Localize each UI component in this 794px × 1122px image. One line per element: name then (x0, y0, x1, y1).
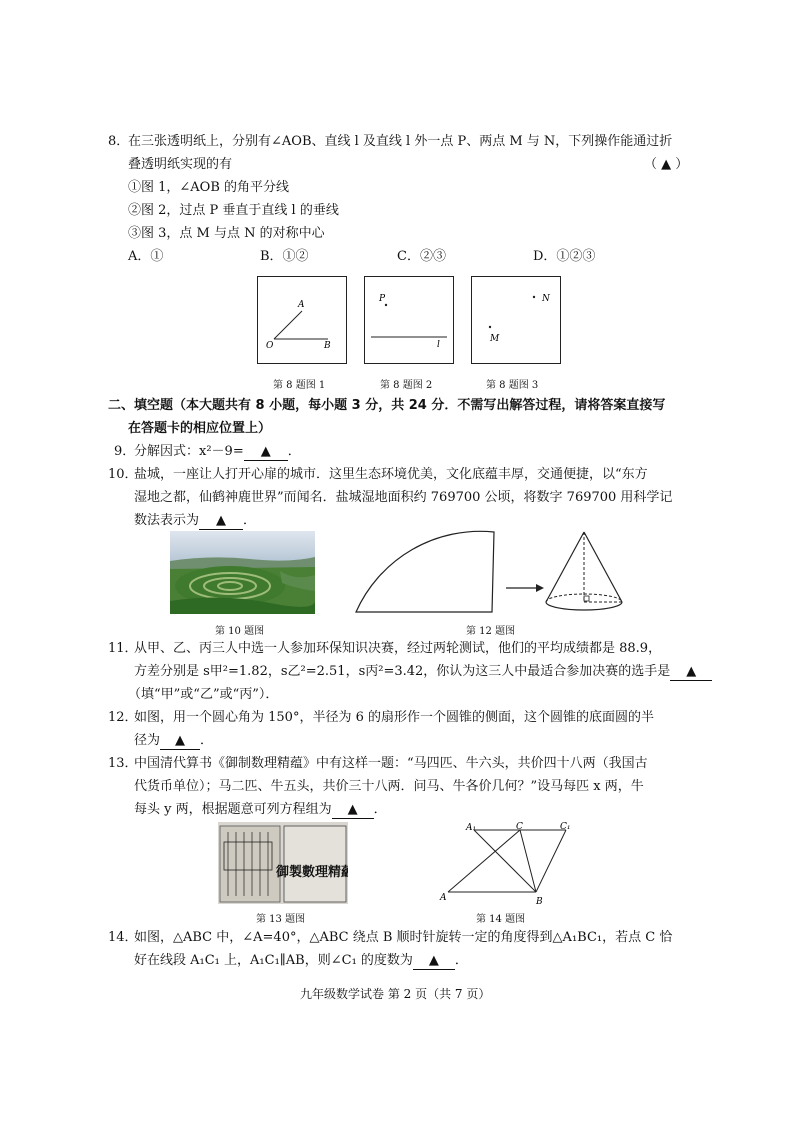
q8-number: 8． (108, 134, 130, 149)
label-n: N (542, 294, 550, 304)
wetland-photo (170, 531, 315, 614)
sector-shape (356, 531, 494, 612)
q11-line3: （填“甲”或“乙”或“丙”）． (128, 687, 279, 702)
q8-text-line2: 叠透明纸实现的有 (128, 157, 233, 172)
label-c: C (516, 822, 523, 832)
section-heading-line2: 在答题卡的相应位置上） (128, 421, 272, 436)
segment-c1b (536, 830, 566, 892)
label-a: A (298, 300, 305, 310)
q12-line1: 如图，用一个圆心角为 150°，半径为 6 的扇形作一个圆锥的侧面，这个圆锥的底面圆的半 (134, 710, 654, 725)
option-d: D．①②③ (533, 249, 596, 264)
label-a1: A₁ (466, 823, 477, 833)
q8-item-2: ②图 2，过点 P 垂直于直线 l 的垂线 (128, 203, 339, 218)
q14-line2: 好在线段 A₁C₁ 上，A₁C₁∥AB，则∠C₁ 的度数为 ▲ ． (134, 953, 468, 968)
figure-8-3 (471, 276, 561, 364)
label-b-vertex: B (536, 897, 543, 906)
book-title: 御製數理精蘊 (275, 865, 348, 880)
q13-line2: 代货币单位）；马二匹、牛五头，共价三十八两．问马、牛各价几何？”设马每匹 x 两，牛 (134, 779, 644, 794)
q8-text-line1: 在三张透明纸上，分别有∠AOB、直线 l 及直线 l 外一点 P、两点 M 与 N，下列操作能通过折 (128, 134, 673, 149)
angle-aob-drawing (258, 277, 346, 363)
label-p: P (379, 294, 386, 304)
figure-8-2 (364, 276, 454, 364)
q8-item-3: ③图 3，点 M 与点 N 的对称中心 (128, 226, 325, 241)
q10-line3: 数法表示为 ▲ ． (134, 513, 257, 528)
segment-cb (520, 830, 536, 892)
fig8-3-caption: 第 8 题图 3 (486, 380, 539, 391)
book-photo (218, 822, 348, 904)
answer-blank: ▲ (160, 733, 200, 750)
option-a: A．① (128, 249, 164, 264)
answer-blank: ▲ (413, 953, 455, 970)
option-c: C．②③ (397, 249, 446, 264)
fig13-caption: 第 13 题图 (256, 914, 306, 925)
q11-line2: 方差分别是 s甲²=1.82，s乙²=2.51，s丙²=3.42，你认为这三人中最适合参加决赛的选手是 ▲ (134, 664, 712, 681)
answer-mark: （ ▲ ） (644, 157, 689, 172)
q13-number: 13． (108, 756, 138, 771)
page-footer: 九年级数学试卷 第 2 页（共 7 页） (300, 987, 491, 1001)
label-c1: C₁ (560, 822, 571, 832)
answer-blank: ▲ (244, 444, 288, 461)
label-m: M (490, 334, 500, 344)
option-b: B．①② (260, 249, 309, 264)
label-a-vertex: A (440, 893, 447, 903)
answer-blank: ▲ (199, 513, 243, 530)
cone-base-front (546, 602, 622, 610)
arrow-head (536, 584, 544, 592)
q11-line1: 从甲、乙、丙三人中选一人参加环保知识决赛，经过两轮测试，他们的平均成绩都是 88.9， (134, 641, 662, 656)
q9-text: 分解因式：x²－9= ▲ ． (134, 444, 301, 459)
line-l-drawing (365, 277, 453, 363)
fig8-1-caption: 第 8 题图 1 (273, 380, 326, 391)
cone-side-right (584, 532, 622, 602)
q9-number: 9． (114, 444, 136, 459)
figure-8-1 (257, 276, 347, 364)
q14-line1: 如图，△ABC 中，∠A=40°，△ABC 绕点 B 顺时针旋转一定的角度得到△A₁BC₁，若点 C 恰 (134, 930, 673, 945)
q11-number: 11． (108, 641, 138, 656)
q13-line3: 每头 y 两，根据题意可列方程组为 ▲ ． (134, 802, 387, 817)
label-l: l (437, 340, 440, 350)
answer-blank: ▲ (670, 664, 712, 681)
q14-number: 14． (108, 930, 138, 945)
fig8-2-caption: 第 8 题图 2 (380, 380, 433, 391)
q12-number: 12． (108, 710, 138, 725)
q10-line2: 湿地之都，仙鹤神鹿世界”而闻名．盐城湿地面积约 769700 公顷，将数字 769700 用科学记 (134, 490, 673, 505)
fig12-caption: 第 12 题图 (466, 626, 516, 637)
fig10-caption: 第 10 题图 (215, 626, 265, 637)
label-o: O (266, 341, 274, 351)
q13-line1: 中国清代算书《御制数理精蕴》中有这样一题：“马四匹、牛六头，共价四十八两（我国古 (134, 756, 648, 771)
fig14-caption: 第 14 题图 (476, 914, 526, 925)
figure-12 (330, 522, 630, 622)
label-b: B (324, 341, 331, 351)
points-mn-drawing (472, 277, 560, 363)
section-heading-line1: 二、填空题（本大题共有 8 小题，每小题 3 分，共 24 分．不需写出解答过程，请将答案直接写 (108, 398, 666, 413)
q10-line1: 盐城，一座让人打开心扉的城市．这里生态环境优美，文化底蕴丰厚，交通便捷，以“东方 (134, 467, 648, 482)
q10-number: 10． (108, 467, 138, 482)
figure-14 (438, 820, 578, 906)
cone-side-left (546, 532, 584, 602)
q12-line2: 径为 ▲ ． (134, 733, 214, 748)
answer-blank: ▲ (332, 802, 374, 819)
q8-item-1: ①图 1，∠AOB 的角平分线 (128, 180, 290, 195)
